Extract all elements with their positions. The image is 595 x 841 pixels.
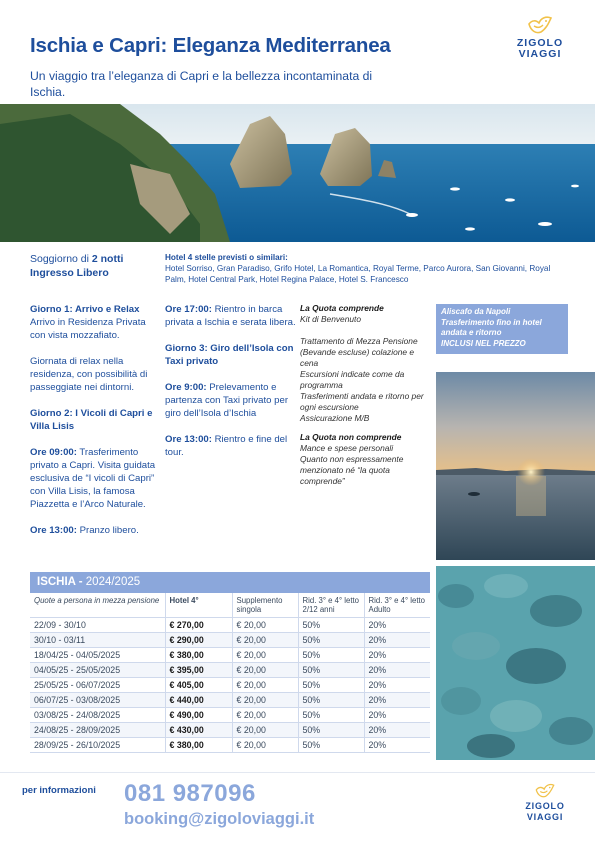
period-cell: 18/04/25 - 04/05/2025 <box>30 648 165 663</box>
header-period: Quote a persona in mezza pensione <box>30 593 165 618</box>
adult-reduction-cell: 20% <box>364 678 430 693</box>
child-reduction-cell: 50% <box>298 723 364 738</box>
table-row <box>30 633 430 648</box>
child-reduction-cell: 50% <box>298 618 364 633</box>
time-1300: Ore 13:00: <box>30 525 77 536</box>
supplement-cell: € 20,00 <box>232 738 298 753</box>
seabed-photo <box>436 566 595 760</box>
bird-logo-icon <box>525 14 555 38</box>
price-table-title <box>30 572 430 593</box>
quota-include-item: Assicurazione M/B <box>300 413 370 423</box>
quota-exclude-item: Quanto non espressamente menzionato né “la quota comprende” <box>300 454 404 486</box>
day1-text-1: Arrivo in Residenza Privata con vista mozzafiato. <box>30 317 146 341</box>
table-row <box>30 723 430 738</box>
adult-reduction-cell: 20% <box>364 738 430 753</box>
child-reduction-cell: 50% <box>298 648 364 663</box>
price-cell: € 270,00 <box>165 618 232 633</box>
price-table <box>30 593 430 753</box>
header-adult-reduction: Rid. 3° e 4° letto Adulto <box>364 593 430 618</box>
supplement-cell: € 20,00 <box>232 618 298 633</box>
brand-name-line2: VIAGGI <box>526 812 564 822</box>
transfer-line-3: INCLUSI NEL PREZZO <box>441 338 526 348</box>
transfer-line-1: Aliscafo da Napoli <box>441 307 511 316</box>
email-link[interactable]: booking@zigoloviaggi.it <box>124 810 315 828</box>
time-1300b-text: Rientro e fine del tour. <box>165 434 288 458</box>
hotels-list: Hotel Sorriso, Gran Paradiso, Grifo Hotel, La Romantica, Royal Terme, Parco Aurora, San Giovanni, Royal Palm, Hotel Central Park, Hotel Regina Palace, Hotel S. Francesco <box>165 264 551 284</box>
period-cell: 03/08/25 - 24/08/2025 <box>30 708 165 723</box>
period-cell: 24/08/25 - 28/09/2025 <box>30 723 165 738</box>
transfer-box <box>436 304 568 354</box>
footer <box>0 772 595 841</box>
brand-logo[interactable] <box>500 14 580 60</box>
supplement-cell: € 20,00 <box>232 678 298 693</box>
price-cell: € 380,00 <box>165 738 232 753</box>
supplement-cell: € 20,00 <box>232 693 298 708</box>
price-cell: € 440,00 <box>165 693 232 708</box>
stay-info <box>30 252 155 280</box>
period-cell: 22/09 - 30/10 <box>30 618 165 633</box>
price-cell: € 490,00 <box>165 708 232 723</box>
child-reduction-cell: 50% <box>298 708 364 723</box>
quota-include-item: Kit di Benvenuto <box>300 314 361 324</box>
period-cell: 06/07/25 - 03/08/2025 <box>30 693 165 708</box>
adult-reduction-cell: 20% <box>364 708 430 723</box>
header-single-supplement: Supplemento singola <box>232 593 298 618</box>
time-1700: Ore 17:00: <box>165 304 212 315</box>
time-0900: Ore 09:00: <box>30 447 77 458</box>
child-reduction-cell: 50% <box>298 693 364 708</box>
price-cell: € 395,00 <box>165 663 232 678</box>
price-table-header-row <box>30 593 430 618</box>
table-row <box>30 738 430 753</box>
child-reduction-cell: 50% <box>298 633 364 648</box>
brand-name-line1: ZIGOLO <box>516 37 564 49</box>
adult-reduction-cell: 20% <box>364 648 430 663</box>
period-cell: 30/10 - 03/11 <box>30 633 165 648</box>
page-subtitle: Un viaggio tra l’eleganza di Capri e la bellezza incontaminata di Ischia. <box>30 69 373 99</box>
table-row <box>30 663 430 678</box>
quota-excludes-title: La Quota non comprende <box>300 432 402 442</box>
time-0900b-text: Prelevamento e partenza con Taxi privato per giro dell’Isola d’Ischia <box>165 382 289 419</box>
bird-logo-icon <box>533 782 557 801</box>
supplement-cell: € 20,00 <box>232 648 298 663</box>
table-row <box>30 648 430 663</box>
table-row <box>30 708 430 723</box>
phone-link[interactable]: 081 987096 <box>124 780 256 807</box>
day1-text-2: Giornata di relax nella residenza, con possibilità di passeggiate nei dintorni. <box>30 356 148 393</box>
page-title: Ischia e Capri: Eleganza Mediterranea <box>30 34 391 57</box>
child-reduction-cell: 50% <box>298 663 364 678</box>
price-title-place: ISCHIA - <box>37 576 86 588</box>
stay-entry: Ingresso Libero <box>30 267 109 279</box>
sunset-photo <box>436 372 595 560</box>
child-reduction-cell: 50% <box>298 678 364 693</box>
supplement-cell: € 20,00 <box>232 708 298 723</box>
period-cell: 28/09/25 - 26/10/2025 <box>30 738 165 753</box>
brand-logo-footer[interactable] <box>510 782 580 823</box>
itinerary-column-2 <box>165 303 300 472</box>
header-child-reduction: Rid. 3° e 4° letto 2/12 anni <box>298 593 364 618</box>
quota-includes-title: La Quota comprende <box>300 303 384 313</box>
price-title-years: 2024/2025 <box>85 576 141 588</box>
supplement-cell: € 20,00 <box>232 633 298 648</box>
adult-reduction-cell: 20% <box>364 693 430 708</box>
hotels-info <box>165 252 565 285</box>
header-hotel: Hotel 4° <box>165 593 232 618</box>
time-1300-text: Pranzo libero. <box>76 525 139 536</box>
itinerary-column-1 <box>30 303 157 550</box>
supplement-cell: € 20,00 <box>232 663 298 678</box>
time-1300b: Ore 13:00: <box>165 434 212 445</box>
price-table-section <box>30 572 430 753</box>
quota-exclude-item: Mance e spese personali <box>300 443 394 453</box>
supplement-cell: € 20,00 <box>232 723 298 738</box>
stay-prefix: Soggiorno di <box>30 253 92 265</box>
brand-name-line2: VIAGGI <box>518 48 562 60</box>
hero-image-capri <box>0 104 595 242</box>
info-label: per informazioni <box>22 785 96 796</box>
hotels-heading: Hotel 4 stelle previsti o similari: <box>165 253 288 262</box>
adult-reduction-cell: 20% <box>364 633 430 648</box>
quota-column <box>300 303 428 487</box>
period-cell: 04/05/25 - 25/05/2025 <box>30 663 165 678</box>
quota-include-item: Escursioni indicate come da programma <box>300 369 405 390</box>
period-cell: 25/05/25 - 06/07/2025 <box>30 678 165 693</box>
price-cell: € 290,00 <box>165 633 232 648</box>
table-row <box>30 618 430 633</box>
price-cell: € 380,00 <box>165 648 232 663</box>
adult-reduction-cell: 20% <box>364 663 430 678</box>
time-0900-text: Trasferimento privato a Capri. Visita guidata esclusiva de “I vicoli di Capri” con Villa Lisis, la famosa Piazzetta e l’Arco Naturale. <box>30 447 156 510</box>
time-1700-text: Rientro in barca privata a Ischia e serata libera. <box>165 304 296 328</box>
day1-title: Giorno 1: Arrivo e Relax <box>30 304 140 315</box>
table-row <box>30 693 430 708</box>
quota-include-item: Trattamento di Mezza Pensione (Bevande escluse) colazione e cena <box>300 336 418 368</box>
adult-reduction-cell: 20% <box>364 618 430 633</box>
stay-nights: 2 notti <box>91 253 124 265</box>
price-cell: € 405,00 <box>165 678 232 693</box>
time-0900b: Ore 9:00: <box>165 382 207 393</box>
child-reduction-cell: 50% <box>298 738 364 753</box>
quota-include-item: Trasferimenti andata e ritorno per ogni escursione <box>300 391 424 412</box>
day2-title: Giorno 2: I Vicoli di Capri e Villa Lisis <box>30 408 153 432</box>
adult-reduction-cell: 20% <box>364 723 430 738</box>
price-cell: € 430,00 <box>165 723 232 738</box>
day3-title: Giorno 3: Giro dell’Isola con Taxi privato <box>165 343 294 367</box>
table-row <box>30 678 430 693</box>
brand-name-line1: ZIGOLO <box>525 801 565 811</box>
transfer-line-2: Trasferimento fino in hotel andata e ritorno <box>441 317 542 337</box>
